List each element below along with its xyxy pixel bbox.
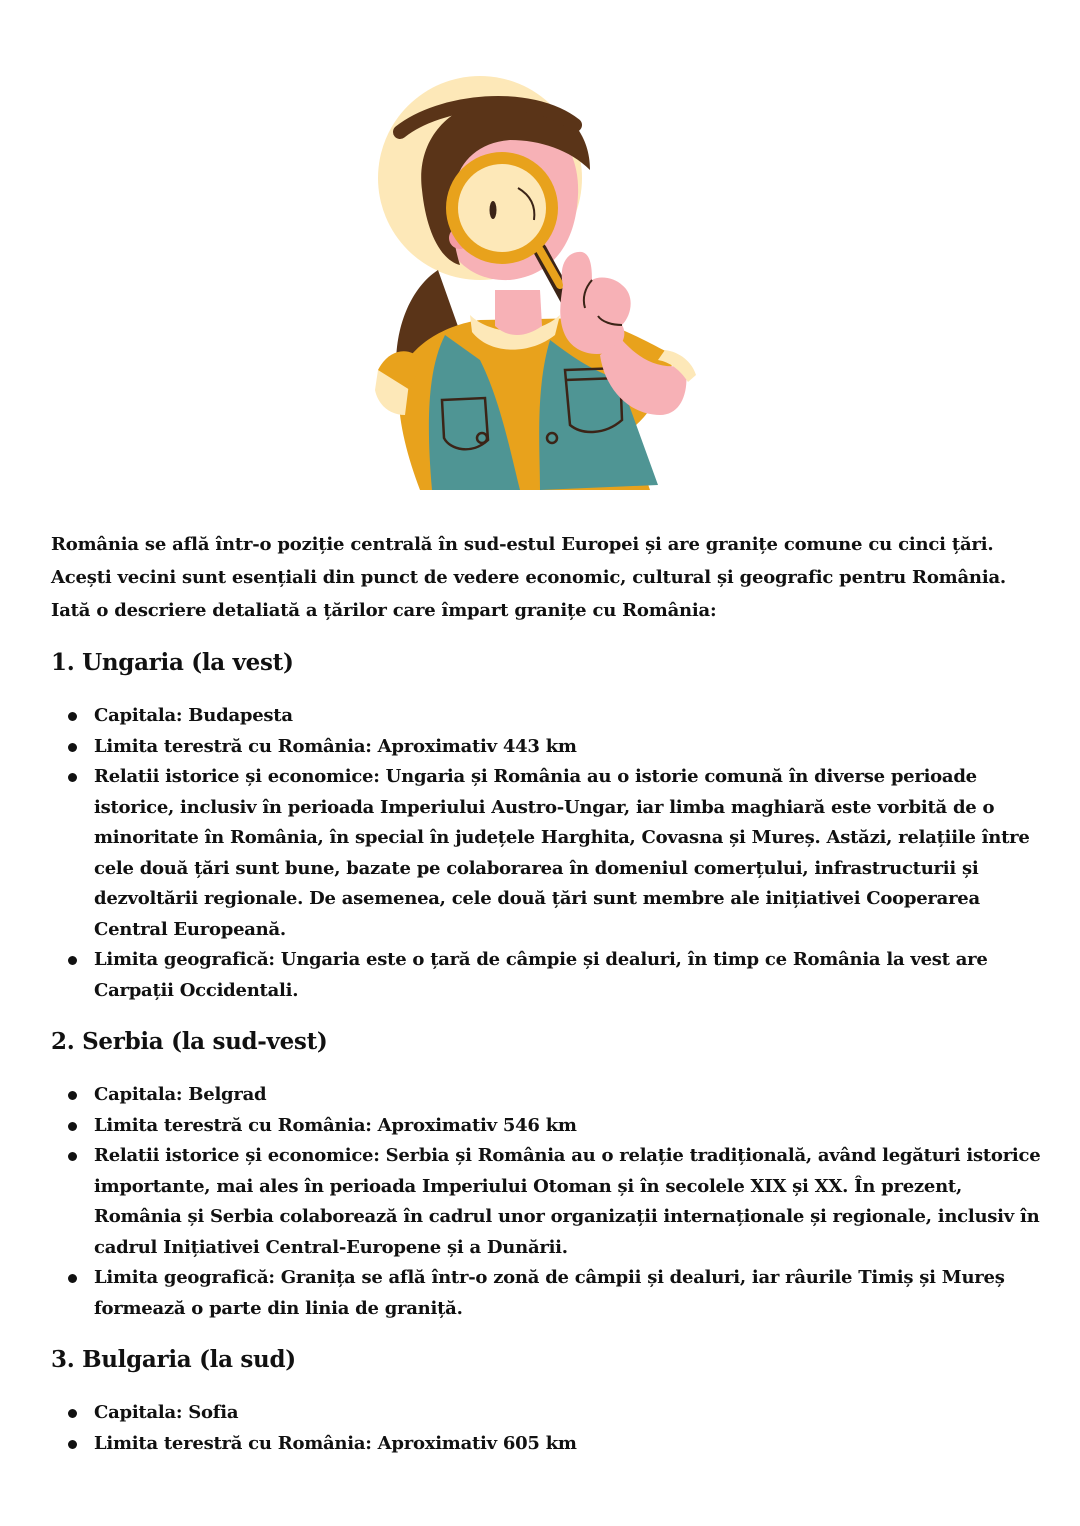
- bullet-icon: [68, 1440, 77, 1449]
- section-list-bulgaria: [51, 1398, 1041, 1459]
- list-item: [51, 701, 1041, 732]
- list-item: [51, 762, 1041, 945]
- list-item-text: Capitala: Belgrad: [94, 1084, 267, 1105]
- bullet-icon: [68, 1274, 77, 1283]
- section-heading-bulgaria: 3. Bulgaria (la sud): [51, 1346, 296, 1373]
- section-heading-ungaria: 1. Ungaria (la vest): [51, 649, 294, 676]
- article-content: [51, 528, 1041, 1473]
- detective-girl-icon: [360, 70, 710, 495]
- list-item: [51, 1141, 1041, 1263]
- list-item: [51, 1111, 1041, 1142]
- section-list-serbia: [51, 1080, 1041, 1324]
- bullet-icon: [68, 773, 77, 782]
- intro-line: Acești vecini sunt esențiali din punct de vedere economic, cultural și geografic pentru România.: [51, 567, 1006, 588]
- list-item: [51, 945, 1041, 1006]
- intro-line: România se află într-o poziție centrală în sud-estul Europei și are granițe comune cu cinci țări.: [51, 534, 994, 555]
- bullet-icon: [68, 956, 77, 965]
- list-item-text: Relatii istorice și economice: Ungaria și România au o istorie comună în diverse perioade istorice, inclusiv în perioada Imperiului Austro-Ungar, iar limba maghiară este vorbită de o minoritate în România, în special în județele Harghita, Covasna și Mureș. Astăzi, relațiile între cele două țări sunt bune, bazate pe colaborarea în domeniul comerțului, infrastructurii și dezvoltării regionale. De asemenea, cele două țări sunt membre ale inițiativei Cooperarea Central Europeană.: [94, 766, 1030, 940]
- detective-girl-illustration: [360, 70, 710, 495]
- bullet-icon: [68, 712, 77, 721]
- list-item: [51, 1429, 1041, 1460]
- list-item-text: Capitala: Budapesta: [94, 705, 293, 726]
- section-list-ungaria: [51, 701, 1041, 1006]
- list-item-text: Limita terestră cu România: Aproximativ 443 km: [94, 735, 577, 757]
- list-item-text: Capitala: Sofia: [94, 1402, 239, 1423]
- intro-line: Iată o descriere detaliată a țărilor care împart granițe cu România:: [51, 600, 717, 621]
- section-heading-serbia: 2. Serbia (la sud-vest): [51, 1028, 328, 1055]
- intro-paragraph: [51, 528, 1041, 627]
- list-item: [51, 1080, 1041, 1111]
- bullet-icon: [68, 1091, 77, 1100]
- list-item-text: Limita terestră cu România: Aproximativ 546 km: [94, 1114, 577, 1136]
- list-item-text: Limita terestră cu România: Aproximativ 605 km: [94, 1432, 577, 1454]
- list-item-text: Relatii istorice și economice: Serbia și România au o relație tradițională, având legături istorice importante, mai ales în perioada Imperiului Otoman și în secolele XIX și XX. În prezent, România și Serbia colaborează în cadrul unor organizații internaționale și regionale, inclusiv în cadrul Inițiativei Central-Europene și a Dunării.: [94, 1145, 1041, 1258]
- bullet-icon: [68, 1122, 77, 1131]
- list-item: [51, 1398, 1041, 1429]
- list-item-text: Limita geografică: Granița se află într-o zonă de câmpii și dealuri, iar râurile Timiș și Mureș formează o parte din linia de graniță.: [94, 1267, 1005, 1319]
- list-item-text: Limita geografică: Ungaria este o țară de câmpie și dealuri, în timp ce România la vest are Carpații Occidentali.: [94, 949, 988, 1001]
- bullet-icon: [68, 1409, 77, 1418]
- bullet-icon: [68, 743, 77, 752]
- list-item: [51, 732, 1041, 763]
- bullet-icon: [68, 1152, 77, 1161]
- list-item: [51, 1263, 1041, 1324]
